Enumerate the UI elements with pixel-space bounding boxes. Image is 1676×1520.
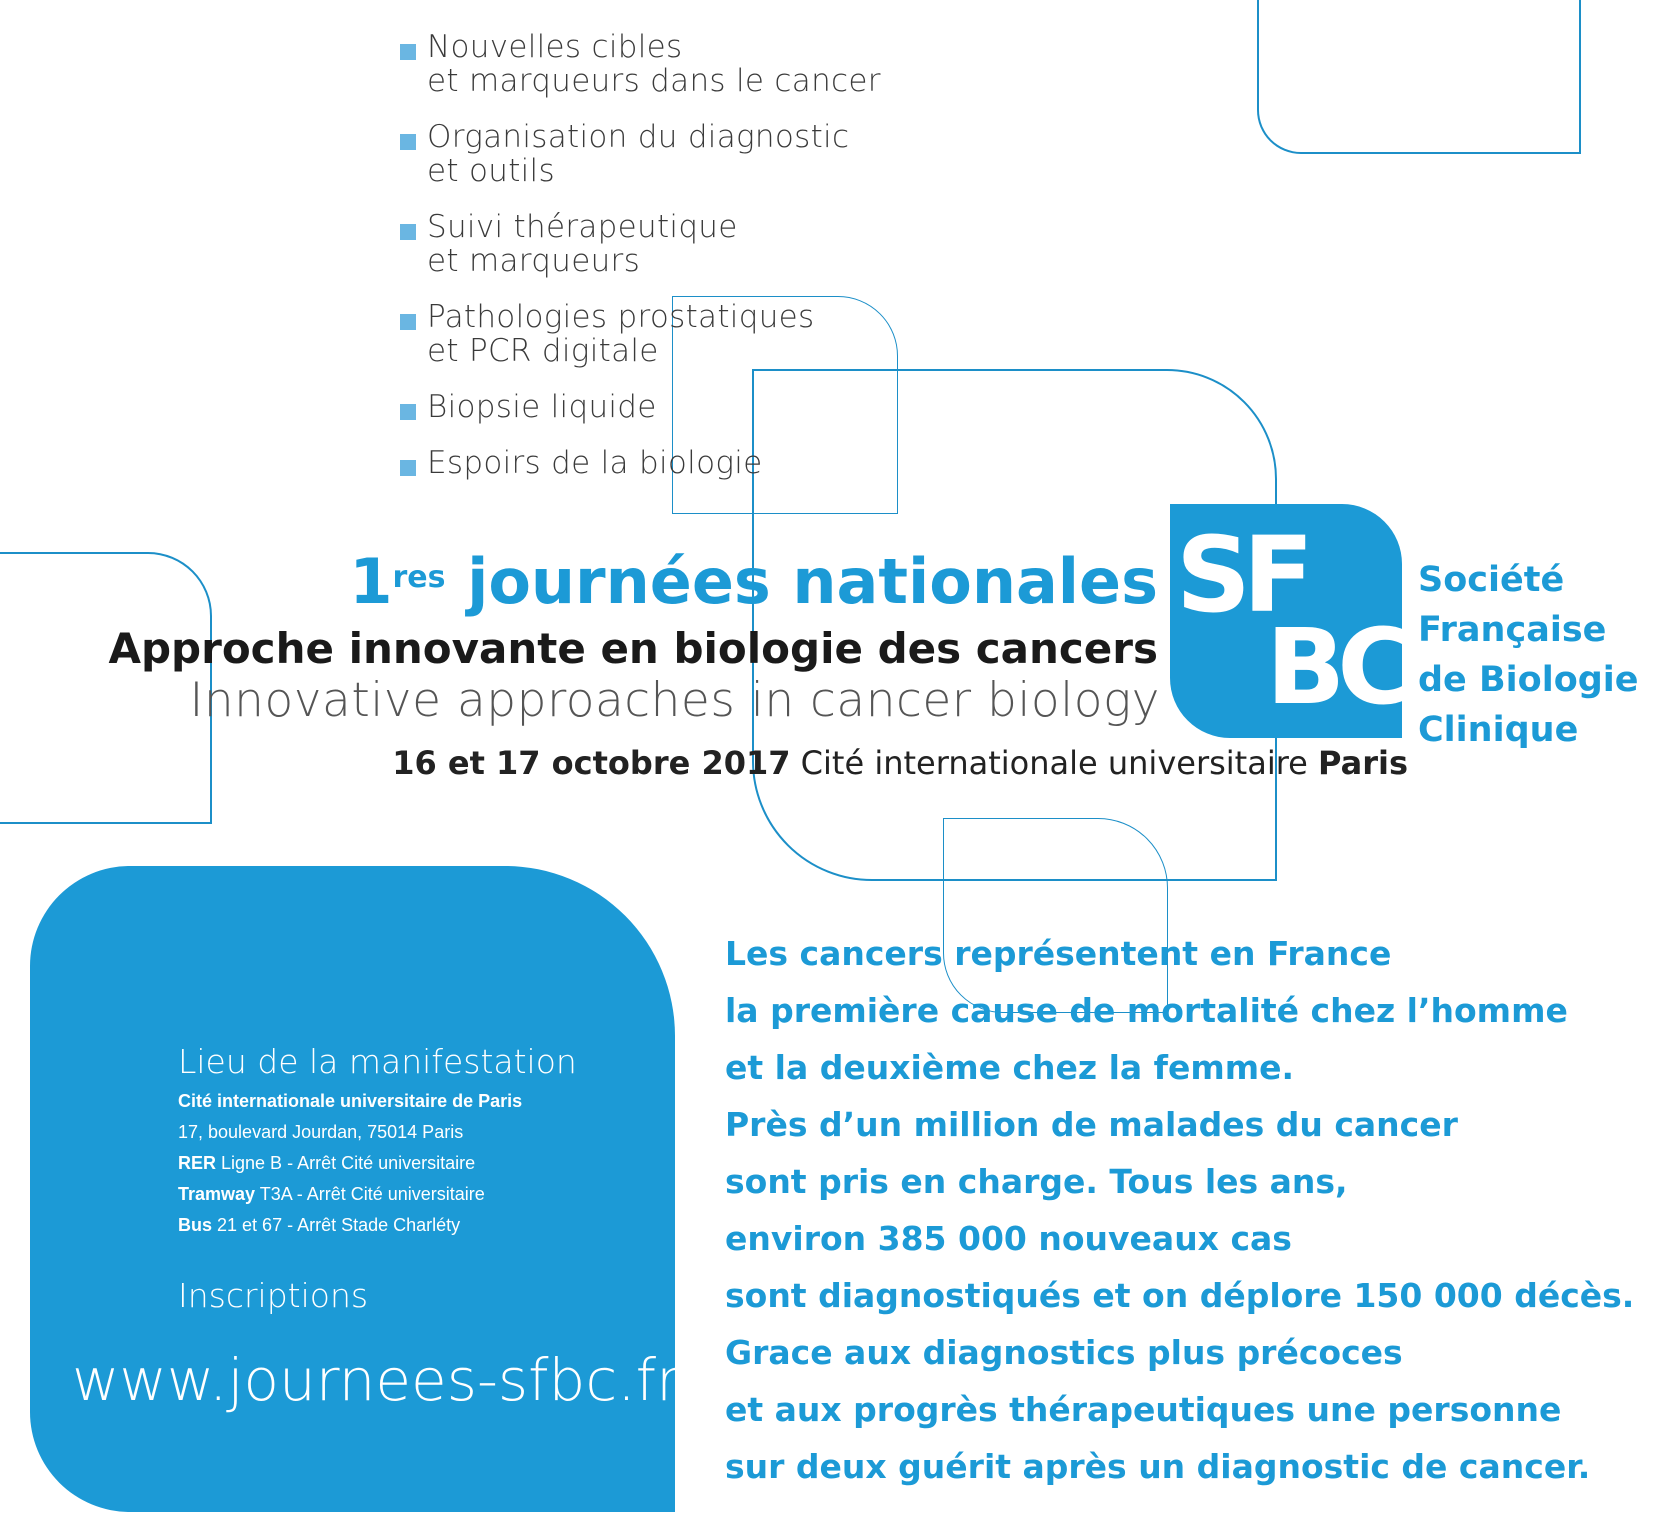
event-subtitle-fr: Approche innovante en biologie des cancers [108,624,1158,673]
topic-item: Biopsie liquide [400,390,881,424]
registration-url-link[interactable]: www.journees-sfbc.fr [72,1346,680,1414]
logo-mark-sf: SF [1176,514,1306,636]
topic-item: Espoirs de la biologie [400,446,881,480]
venue-details [178,1086,522,1241]
topic-item: Nouvelles cibles et marqueurs dans le cancer [400,30,881,98]
transport-tramway: Tramway T3A - Arrêt Cité universitaire [178,1184,485,1204]
transport-bus: Bus 21 et 67 - Arrêt Stade Charléty [178,1215,461,1235]
registration-heading: Inscriptions [178,1276,369,1315]
square-bullet-icon [400,44,416,60]
topic-item: Pathologies prostatiques et PCR digitale [400,300,881,368]
venue-heading: Lieu de la manifestation [178,1042,577,1081]
event-subtitle-en: Innovative approaches in cancer biology [189,673,1160,728]
decor-frame-top-right [1257,0,1581,154]
transport-rer: RER Ligne B - Arrêt Cité universitaire [178,1153,476,1173]
venue-address: 17, boulevard Jourdan, 75014 Paris [178,1122,464,1142]
event-date-location: 16 et 17 octobre 2017 Cité internationale universitaire Paris [392,744,1408,782]
logo-mark-bc: BC [1266,606,1406,728]
square-bullet-icon [400,314,416,330]
square-bullet-icon [400,134,416,150]
topics-list [400,30,881,502]
venue-name: Cité internationale universitaire de Paris [178,1091,523,1111]
square-bullet-icon [400,460,416,476]
sfbc-logo [1170,504,1406,738]
venue-info-panel [30,866,680,1512]
topic-item: Suivi thérapeutique et marqueurs [400,210,881,278]
event-title: 1res journées nationales [349,545,1158,618]
square-bullet-icon [400,404,416,420]
topic-item: Organisation du diagnostic et outils [400,120,881,188]
cancer-facts-paragraph: Les cancers représentent en France la première cause de mortalité chez l’homme et la deuxième chez la femme. Près d’un million de malades du cancer sont pris en charge. Tous les ans, environ 385 000 nouveaux cas sont diagnostiqués et on déplore 150 000 décès. Grace aux diagnostics plus précoces et aux progrès thérapeutiques une personne sur deux guérit après un diagnostic de cancer. [725,934,1635,1486]
decor-frame-left [0,552,212,824]
square-bullet-icon [400,224,416,240]
sfbc-name: Société Française de Biologie Clinique [1418,560,1639,750]
